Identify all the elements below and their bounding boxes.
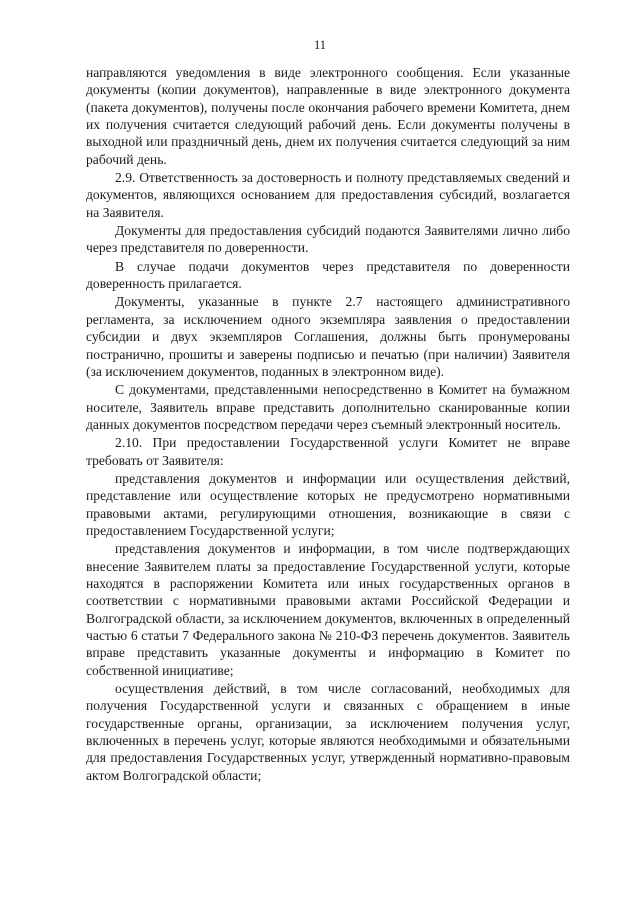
- paragraph-prohibition-held-documents: представления документов и информации, в том числе подтверждающих внесение Заявителем платы за предоставление Государственной услуги, которые находятся в распоряжении Комитета или иных государственных органов в соответствии с нормативными правовыми актами Российской Федерации и Волгоградской области, за исключением документов, включенных в определенный частью 6 статьи 7 Федерального закона № 210-ФЗ перечень документов. Заявитель вправе представить указанные документы и информацию в Комитет по собственной инициативе;: [86, 541, 570, 678]
- paragraph-submission-method: Документы для предоставления субсидий подаются Заявителями лично либо через представителя по доверенности.: [86, 223, 570, 256]
- paragraph-notification-continuation: направляются уведомления в виде электронного сообщения. Если указанные документы (копии документов), направленные в виде электронного документа (пакета документов), получены после окончания рабочего времени Комитета, днем их получения считается следующий рабочий день. Если документы получены в выходной или праздничный день, днем их получения считается следующий за ним рабочий день.: [86, 65, 570, 167]
- paragraph-prohibition-approvals: осуществления действий, в том числе согласований, необходимых для получения Государственной услуги и связанных с обращением в иные государственные органы, организации, за исключением получения услуг, включенных в перечень услуг, которые являются необходимыми и обязательными для предоставления Государственных услуг, утвержденный нормативно-правовым актом Волгоградской области;: [86, 681, 570, 783]
- paragraph-prohibition-unregulated-documents: представления документов и информации или осуществления действий, представление или осуществление которых не предусмотрено нормативными правовыми актами, регулирующими отношения, возникающие в связи с предоставлением Государственной услуги;: [86, 470, 570, 538]
- page-number: 11: [313, 38, 327, 52]
- document-body: [86, 64, 570, 784]
- paragraph-document-binding: Документы, указанные в пункте 2.7 настоящего административного регламента, за исключением одного экземпляра заявления о предоставлении субсидии и двух экземпляров Соглашения, должны быть пронумерованы постранично, прошиты и заверены подписью и печатью (при наличии) Заявителя (за исключением документов, поданных в электронном виде).: [86, 294, 570, 379]
- paragraph-2-10-prohibitions: 2.10. При предоставлении Государственной услуги Комитет не вправе требовать от Заявителя:: [86, 435, 570, 468]
- paragraph-2-9-responsibility: 2.9. Ответственность за достоверность и полноту представляемых сведений и документов, являющихся основанием для предоставления субсидий, возлагается на Заявителя.: [86, 170, 570, 220]
- paragraph-scanned-copies: С документами, представленными непосредственно в Комитет на бумажном носителе, Заявитель вправе представить дополнительно сканированные копии данных документов посредством передачи через съемный электронный носитель.: [86, 382, 570, 432]
- paragraph-power-of-attorney: В случае подачи документов через представителя по доверенности доверенность прилагается.: [86, 258, 570, 292]
